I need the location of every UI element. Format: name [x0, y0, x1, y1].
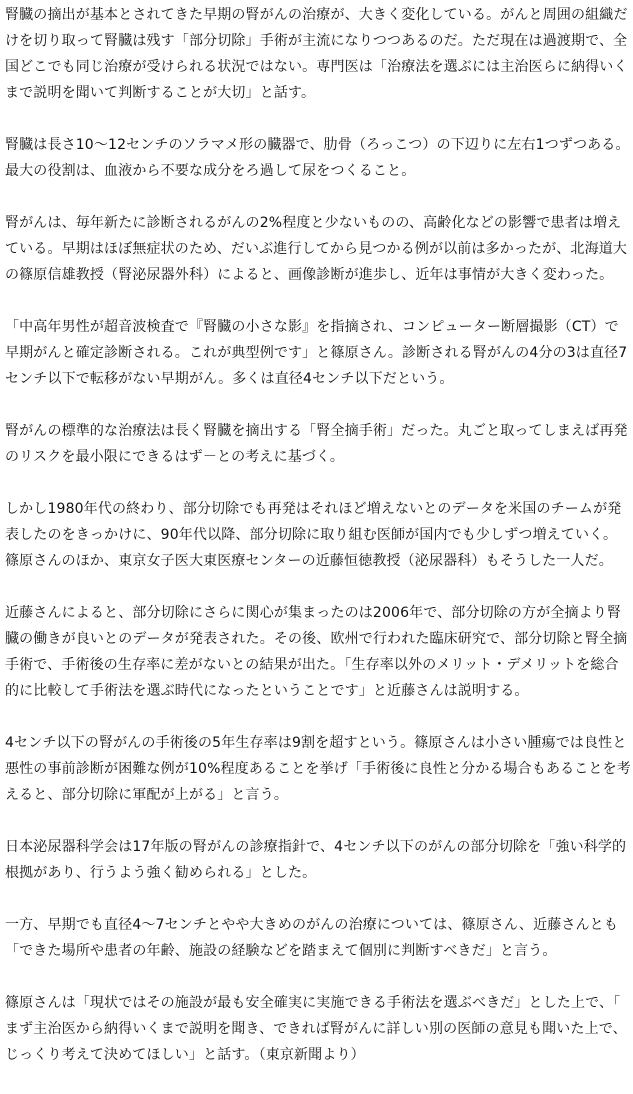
article-paragraph-9: 日本泌尿器科学会は17年版の腎がんの診療指針で、4センチ以下のがんの部分切除を「強い科学的根拠があり、行うよう強く勧められる」とした。 — [5, 839, 627, 881]
article-paragraph-4: 「中高年男性が超音波検査で『腎臓の小さな影』を指摘され、コンピューター断層撮影（CT）で早期がんと確定診断される。これが典型例です」と篠原さん。診断される腎がんの4分の3は直径7センチ以下で転移がない早期がん。多くは直径4センチ以下だという。 — [5, 319, 628, 387]
article-paragraph-11: 篠原さんは「現状ではその施設が最も安全確実に実施できる手術法を選ぶべきだ」とした上で、「まず主治医から納得いくまで説明を聞き、できれば腎がんに詳しい別の医師の意見も聞いた上で、じっくり考えて決めてほしい」と話す。（東京新聞より） — [5, 995, 627, 1063]
article-paragraph-2: 腎臓は長さ10～12センチのソラマメ形の臓器で、肋骨（ろっこつ）の下辺りに左右1つずつある。最大の役割は、血液から不要な成分をろ過して尿をつくること。 — [5, 137, 630, 179]
article-paragraph-3: 腎がんは、毎年新たに診断されるがんの2%程度と少ないものの、高齢化などの影響で患者は増えている。早期はほぼ無症状のため、だいぶ進行してから見つかる例が以前は多かったが、北海道大の篠原信雄教授（腎泌尿器外科）によると、画像診断が進歩し、近年は事情が大きく変わった。 — [5, 215, 628, 283]
article-paragraph-6: しかし1980年代の終わり、部分切除でも再発はそれほど増えないとのデータを米国のチームが発表したのをきっかけに、90年代以降、部分切除に取り組む医師が国内でも少しずつ増えていく。篠原さんのほか、東京女子医大東医療センターの近藤恒徳教授（泌尿器科）もそうした一人だ。 — [5, 501, 622, 569]
article-paragraph-7: 近藤さんによると、部分切除にさらに関心が集まったのは2006年で、部分切除の方が全摘より腎臓の働きが良いとのデータが発表された。その後、欧州で行われた臨床研究で、部分切除と腎全摘手術で、手術後の生存率に差がないとの結果が出た。「生存率以外のメリット・デメリットを総合的に比較して手術法を選ぶ時代になったということです」と近藤さんは説明する。 — [5, 605, 628, 699]
article-body — [5, 0, 631, 1094]
article-paragraph-8: 4センチ以下の腎がんの手術後の5年生存率は9割を超すという。篠原さんは小さい腫瘍では良性と悪性の事前診断が困難な例が10%程度あることを挙げ「手術後に良性と分かる場合もあることを考えると、部分切除に軍配が上がる」と言う。 — [5, 735, 631, 803]
article-paragraph-10: 一方、早期でも直径4～7センチとやや大きめのがんの治療については、篠原さん、近藤さんとも「できた場所や患者の年齢、施設の経験などを踏まえて個別に判断すべきだ」と言う。 — [5, 917, 618, 959]
article-paragraph-5: 腎がんの標準的な治療法は長く腎臓を摘出する「腎全摘手術」だった。丸ごと取ってしまえば再発のリスクを最小限にできるはず－との考えに基づく。 — [5, 423, 628, 465]
article-paragraph-1: 腎臓の摘出が基本とされてきた早期の腎がんの治療が、大きく変化している。がんと周囲の組織だけを切り取って腎臓は残す「部分切除」手術が主流になりつつあるのだ。ただ現在は過渡期で、全国どこでも同じ治療が受けられる状況ではない。専門医は「治療法を選ぶには主治医らに納得いくまで説明を聞いて判断することが大切」と話す。 — [5, 7, 628, 101]
